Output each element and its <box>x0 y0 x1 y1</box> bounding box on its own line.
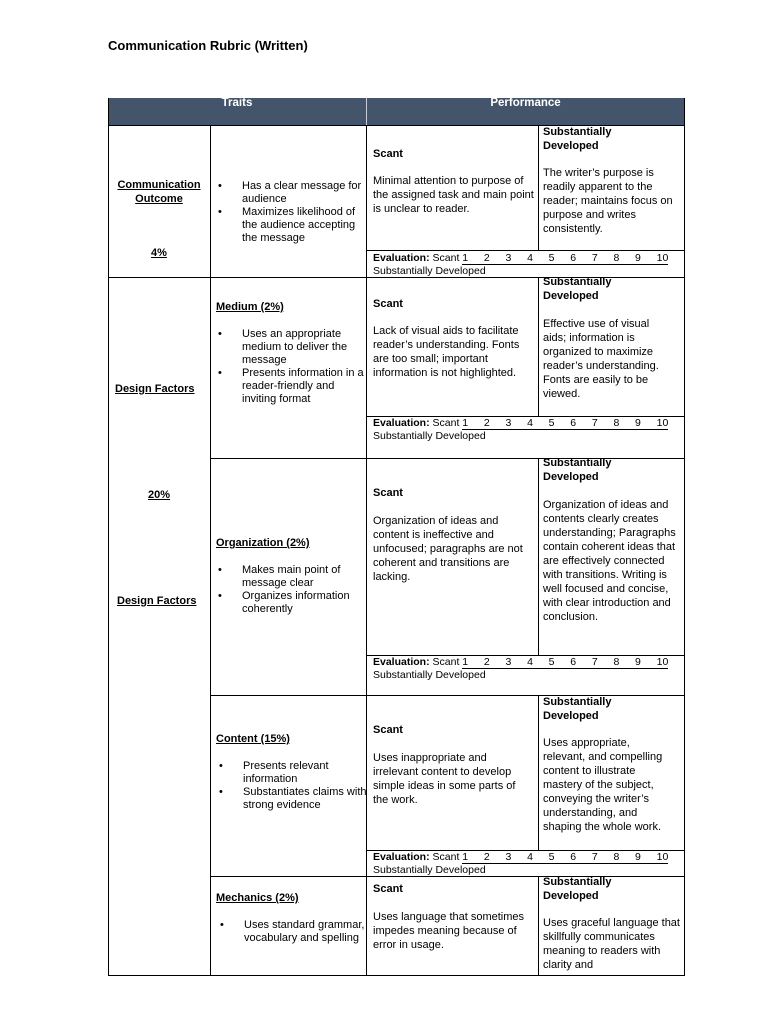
evaluation-row <box>373 851 683 876</box>
developed-label: Substantially Developed <box>543 696 612 722</box>
category-design-factors: Design Factors <box>115 383 195 395</box>
bullet-item: • Uses an appropriate medium to deliver the message <box>242 328 366 367</box>
trait-title: Mechanics (2%) <box>216 892 299 904</box>
developed-label: Substantially Developed <box>543 126 612 152</box>
scant-label: Scant <box>373 298 403 310</box>
scale-high-label: Substantially Developed <box>373 430 486 442</box>
evaluation-label: Evaluation: <box>373 252 430 264</box>
scant-label: Scant <box>373 148 403 160</box>
developed-description: Uses appropriate, relevant, and compelling content to illustrate mastery of the subject, conveying the writer’s understanding, and shaping the whole work. <box>543 737 663 833</box>
scale-low-label: Scant <box>432 851 460 863</box>
scant-label: Scant <box>373 724 403 736</box>
developed-description: Effective use of visual aids; information is organized to maximize reader’s understanding. Fonts are easily to be viewed. <box>543 318 659 400</box>
scant-label: Scant <box>373 883 403 895</box>
bullet-item: • Uses standard grammar, vocabulary and spelling <box>244 919 374 945</box>
scale-low-label: Scant <box>432 252 460 264</box>
scale-low-label: Scant <box>432 656 460 668</box>
trait-title: Content (15%) <box>216 733 290 745</box>
scale-low-label: Scant <box>432 417 460 429</box>
trait-bullets <box>217 760 373 812</box>
developed-label: Substantially Developed <box>543 276 612 302</box>
scant-label: Scant <box>373 487 403 499</box>
trait-bullets <box>216 564 372 616</box>
developed-description: The writer’s purpose is readily apparent to the reader; maintains focus on purpose and writes consistently. <box>543 167 673 235</box>
developed-label: Substantially Developed <box>543 876 612 902</box>
evaluation-label: Evaluation: <box>373 656 430 668</box>
developed-description: Uses graceful language that skillfully communicates meaning to readers with clarity and <box>543 917 680 971</box>
category-line-2: Outcome <box>135 193 183 205</box>
table-header <box>108 98 685 125</box>
trait-bullets <box>216 180 362 245</box>
bullet-item: • Organizes information coherently <box>242 590 372 616</box>
bullet-item: • Maximizes likelihood of the audience accepting the message <box>242 206 362 245</box>
scant-description: Minimal attention to purpose of the assigned task and main point is unclear to reader. <box>373 175 534 215</box>
trait-bullets <box>218 919 374 945</box>
traits-header: Traits <box>221 97 253 109</box>
evaluation-row <box>373 656 683 681</box>
category-communication <box>110 178 208 206</box>
scale-high-label: Substantially Developed <box>373 669 486 681</box>
trait-title: Medium (2%) <box>216 301 284 313</box>
rating-scale[interactable]: 1 2 3 4 5 6 7 8 9 10 <box>462 851 669 863</box>
developed-description: Organization of ideas and contents clearly creates understanding; Paragraphs contain coherent ideas that are effectively connected with transitions. Writing is well focused and concise, with clear introduction and conclusion. <box>543 499 676 623</box>
rating-scale[interactable]: 1 2 3 4 5 6 7 8 9 10 <box>462 252 669 264</box>
developed-label: Substantially Developed <box>543 457 612 483</box>
performance-header: Performance <box>490 97 561 109</box>
scale-high-label: Substantially Developed <box>373 265 486 277</box>
category-weight: 4% <box>151 247 167 259</box>
trait-bullets <box>216 328 366 406</box>
category-design-factors: Design Factors <box>117 595 197 607</box>
rating-scale[interactable]: 1 2 3 4 5 6 7 8 9 10 <box>462 656 669 668</box>
bullet-item: • Presents relevant information <box>243 760 373 786</box>
trait-title: Organization (2%) <box>216 537 310 549</box>
scant-description: Uses inappropriate and irrelevant content to develop simple ideas in some parts of the work. <box>373 752 516 806</box>
scant-description: Uses language that sometimes impedes meaning because of error in usage. <box>373 911 525 951</box>
bullet-item: • Substantiates claims with strong evidence <box>243 786 373 812</box>
document-title: Communication Rubric (Written) <box>108 38 308 53</box>
header-divider <box>366 98 367 125</box>
category-weight: 20% <box>147 489 171 501</box>
evaluation-row <box>373 417 683 442</box>
bullet-item: • Presents information in a reader-friendly and inviting format <box>242 367 366 406</box>
scale-high-label: Substantially Developed <box>373 864 486 876</box>
rating-scale[interactable]: 1 2 3 4 5 6 7 8 9 10 <box>462 417 669 429</box>
bullet-item: • Makes main point of message clear <box>242 564 372 590</box>
scant-description: Lack of visual aids to facilitate reader’s understanding. Fonts are too small; important information is not highlighted. <box>373 325 520 379</box>
scant-description: Organization of ideas and content is ineffective and unfocused; paragraphs are not coherent and transitions are lacking. <box>373 515 523 583</box>
category-line-1: Communication <box>117 179 201 191</box>
evaluation-label: Evaluation: <box>373 417 430 429</box>
evaluation-label: Evaluation: <box>373 851 430 863</box>
bullet-item: • Has a clear message for audience <box>242 180 362 206</box>
evaluation-row <box>373 252 683 277</box>
